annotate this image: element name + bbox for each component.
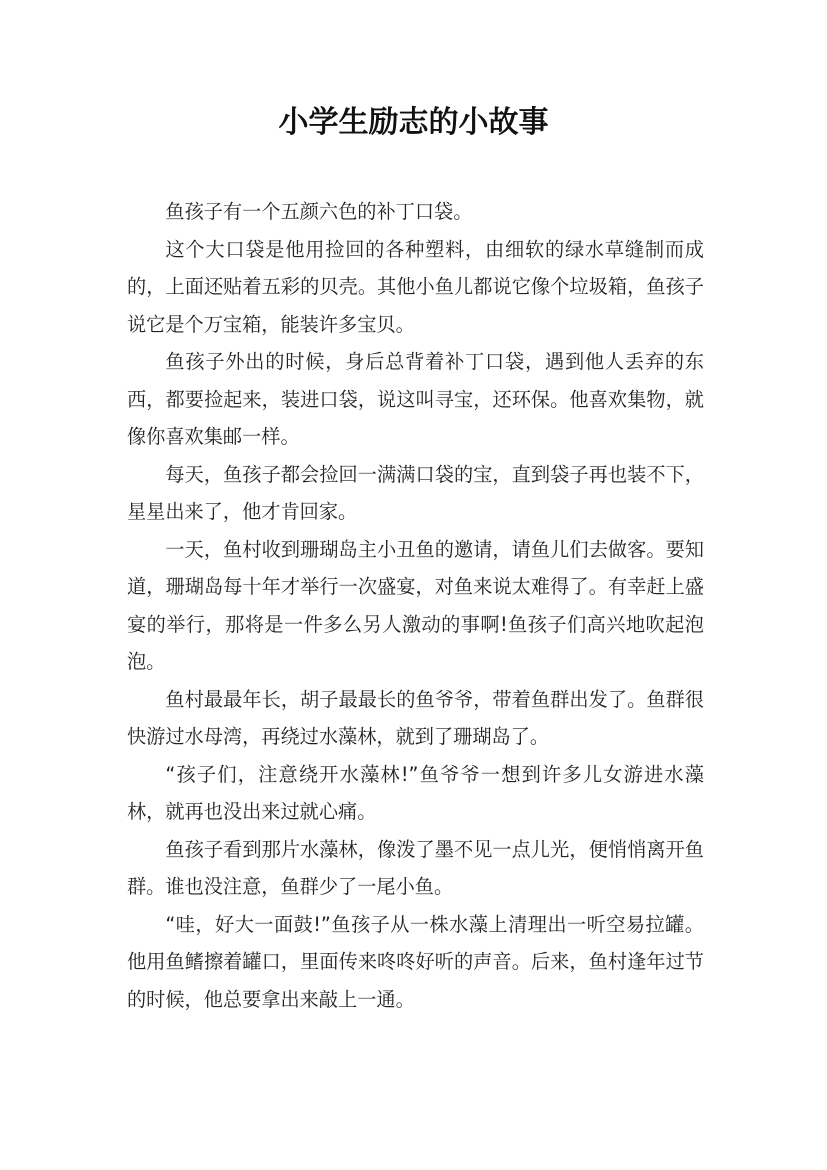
paragraph: 鱼孩子看到那片水藻林，像泼了墨不见一点儿光，便悄悄离开鱼群。谁也没注意，鱼群少了一尾小鱼。 — [127, 837, 704, 898]
paragraph: “孩子们，注意绕开水藻林!”鱼爷爷一想到许多儿女游进水藻林，就再也没出来过就心痛。 — [127, 762, 704, 823]
paragraph: “哇，好大一面鼓!”鱼孩子从一株水藻上清理出一听空易拉罐。他用鱼鳍擦着罐口，里面传来咚咚好听的声音。后来，鱼村逢年过节的时候，他总要拿出来敲上一通。 — [127, 912, 704, 1011]
document-title: 小学生励志的小故事 — [278, 105, 549, 140]
paragraph: 鱼孩子外出的时候，身后总背着补丁口袋，遇到他人丢弃的东西，都要捡起来，装进口袋，说这叫寻宝，还环保。他喜欢集物，就像你喜欢集邮一样。 — [127, 350, 704, 448]
paragraph: 鱼孩子有一个五颜六色的补丁口袋。 — [165, 200, 473, 223]
paragraph: 一天，鱼村收到珊瑚岛主小丑鱼的邀请，请鱼儿们去做客。要知道，珊瑚岛每十年才举行一次盛宴，对鱼来说太难得了。有幸赶上盛宴的举行，那将是一件多么另人激动的事啊!鱼孩子们高兴地吹起泡泡。 — [127, 537, 704, 673]
paragraph: 鱼村最最年长，胡子最最长的鱼爷爷，带着鱼群出发了。鱼群很快游过水母湾，再绕过水藻林，就到了珊瑚岛了。 — [127, 687, 704, 748]
paragraph: 每天，鱼孩子都会捡回一满满口袋的宝，直到袋子再也装不下，星星出来了，他才肯回家。 — [127, 462, 704, 523]
document-body — [127, 193, 704, 1018]
paragraph: 这个大口袋是他用捡回的各种塑料，由细软的绿水草缝制而成的，上面还贴着五彩的贝壳。其他小鱼儿都说它像个垃圾箱，鱼孩子说它是个万宝箱，能装许多宝贝。 — [127, 237, 704, 336]
